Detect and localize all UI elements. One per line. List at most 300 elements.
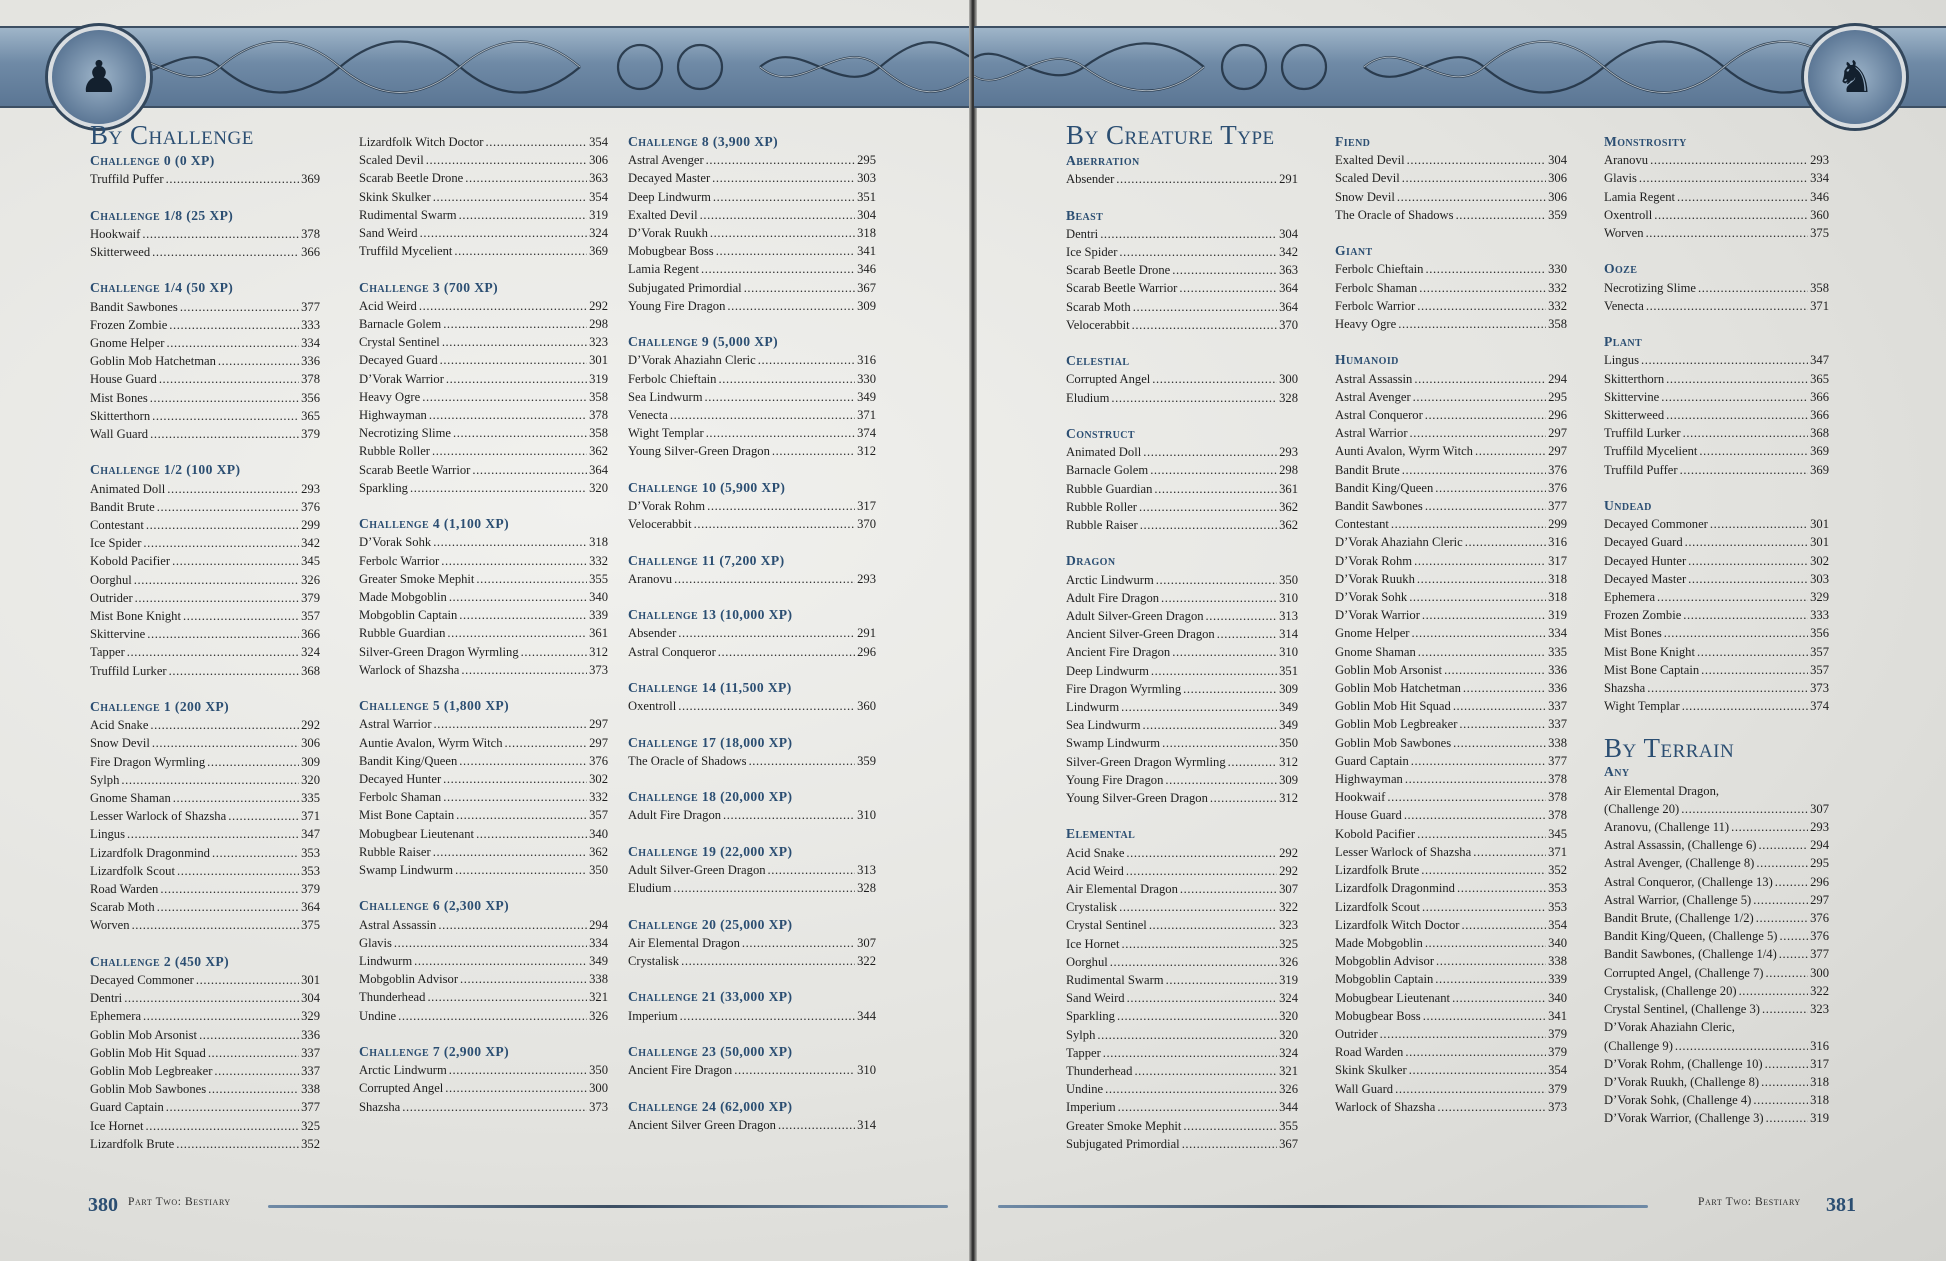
index-entry	[359, 151, 608, 169]
entry-name: Wall Guard	[90, 427, 149, 442]
entry-page-number: 338	[589, 972, 608, 987]
entry-page-number: 310	[1279, 645, 1298, 660]
entry-page-number: 378	[1548, 808, 1567, 823]
dot-leader	[1425, 934, 1546, 952]
entry-name: Adult Fire Dragon	[1066, 590, 1160, 605]
index-entry	[1066, 935, 1298, 953]
index-entry	[1604, 151, 1829, 169]
dot-leader	[445, 1079, 587, 1097]
category-heading: Challenge 20 (25,000 XP)	[628, 916, 793, 932]
entry-page-number: 325	[301, 1118, 320, 1133]
entry-page-number: 319	[589, 371, 608, 386]
entry-page-number: 326	[1279, 954, 1298, 969]
entry-name: Skitterthorn	[1604, 371, 1665, 386]
dot-leader	[1410, 424, 1547, 442]
entry-name: Corrupted Angel, (Challenge 7)	[1604, 965, 1764, 980]
entry-page-number: 309	[301, 754, 320, 769]
entry-name: Eludium	[1066, 390, 1110, 405]
dot-leader	[1133, 298, 1277, 316]
entry-name: Ferbolc Warrior	[1335, 298, 1416, 313]
index-entry	[1604, 836, 1829, 854]
dot-leader	[1421, 861, 1546, 879]
entry-name: Astral Assassin	[359, 917, 437, 932]
dot-leader	[1731, 818, 1808, 836]
entry-spacer	[359, 879, 608, 897]
category-heading: Challenge 6 (2,300 XP)	[359, 898, 510, 914]
entry-name: Skitterweed	[1604, 408, 1665, 423]
dot-leader	[678, 697, 855, 715]
index-entry	[1066, 1007, 1298, 1025]
dot-leader	[1436, 952, 1546, 970]
creature-type-column-1	[1066, 152, 1298, 1153]
entry-page-number: 358	[589, 389, 608, 404]
creature-type-column-3	[1604, 133, 1829, 1128]
right-medallion	[1804, 26, 1906, 128]
entry-page-number: 379	[1548, 1026, 1567, 1041]
entry-name: D’Vorak Warrior	[1335, 608, 1420, 623]
entry-page-number: 312	[589, 644, 608, 659]
dot-leader	[1127, 989, 1278, 1007]
entry-page-number: 332	[1548, 280, 1567, 295]
dot-leader	[1134, 1062, 1277, 1080]
dot-leader	[121, 771, 299, 789]
entry-name: Gnome Helper	[90, 336, 165, 350]
entry-page-number: 364	[301, 900, 320, 915]
entry-name: Contestant	[1335, 517, 1389, 532]
entry-page-number: 338	[1548, 954, 1567, 969]
entry-page-number: 361	[589, 626, 608, 641]
dot-leader	[1152, 370, 1277, 388]
entry-page-number: 292	[589, 298, 608, 313]
entry-name: Absender	[628, 626, 677, 641]
entry-page-number: 340	[1548, 990, 1567, 1005]
dot-leader	[1710, 515, 1808, 533]
dot-leader	[1437, 1098, 1546, 1116]
category-heading: Humanoid	[1335, 352, 1399, 368]
index-entry	[90, 225, 320, 243]
entry-name: Ancient Fire Dragon	[1066, 645, 1171, 660]
entry-page-number: 351	[1279, 663, 1298, 678]
entry-name: Venecta	[628, 408, 668, 423]
index-entry	[90, 989, 320, 1007]
category-heading: Challenge 2 (450 XP)	[90, 953, 230, 969]
dot-leader	[1166, 971, 1278, 989]
entry-spacer	[90, 680, 320, 698]
entry-page-number: 298	[589, 317, 608, 332]
dot-leader	[1666, 406, 1808, 424]
entry-page-number: 354	[1548, 1063, 1567, 1078]
entry-page-number: 371	[1810, 298, 1829, 313]
entry-page-number: 332	[1548, 298, 1567, 313]
entry-name: D’Vorak Sohk	[359, 535, 432, 550]
index-entry	[1335, 406, 1567, 424]
entry-page-number: 322	[1279, 900, 1298, 915]
entry-page-number: 320	[1279, 1027, 1298, 1042]
entry-page-number: 341	[857, 244, 876, 259]
entry-name: Auntie Avalon, Wyrm Witch	[359, 735, 503, 750]
index-entry	[1335, 1098, 1567, 1116]
entry-page-number: 375	[301, 918, 320, 933]
index-entry	[1066, 662, 1298, 680]
entry-page-number: 316	[1548, 535, 1567, 550]
entry-name: Rubble Roller	[1066, 499, 1138, 514]
index-entry	[1604, 188, 1829, 206]
entry-page-number: 307	[1279, 882, 1298, 897]
entry-name: (Challenge 20)	[1604, 801, 1680, 816]
entry-page-number: 373	[1548, 1099, 1567, 1114]
challenge-column-2	[359, 133, 608, 1116]
index-entry	[1604, 570, 1829, 588]
entry-page-number: 374	[857, 426, 876, 441]
entry-name: Barnacle Golem	[1066, 463, 1149, 478]
dot-leader	[1423, 1007, 1546, 1025]
dot-leader	[521, 643, 587, 661]
entry-page-number: 299	[301, 518, 320, 533]
category-heading: Challenge 18 (20,000 XP)	[628, 789, 793, 805]
index-entry	[1335, 934, 1567, 952]
entry-page-number: 301	[1810, 517, 1829, 532]
section-title-by-challenge: By Challenge	[90, 120, 254, 150]
entry-spacer	[90, 188, 320, 206]
index-entry	[359, 588, 608, 606]
entry-name: Rubble Guardian	[359, 626, 446, 641]
entry-name: Scaled Devil	[1335, 171, 1400, 186]
entry-page-number: 366	[301, 627, 320, 642]
dot-leader	[1398, 315, 1546, 333]
entry-page-number: 360	[857, 699, 876, 714]
index-entry	[628, 570, 876, 588]
entry-name: Exalted Devil	[1335, 153, 1405, 168]
entry-page-number: 360	[1810, 207, 1829, 222]
entry-page-number: 321	[589, 990, 608, 1005]
dot-leader	[214, 1062, 299, 1080]
entry-page-number: 339	[589, 608, 608, 623]
index-entry	[1066, 589, 1298, 607]
entry-name: Made Mobgoblin	[359, 590, 447, 605]
dot-leader	[446, 370, 587, 388]
dot-leader	[1397, 188, 1546, 206]
index-entry	[359, 861, 608, 879]
entry-name: Lizardfolk Brute	[1335, 863, 1420, 878]
index-entry	[90, 316, 320, 334]
index-entry	[1335, 898, 1567, 916]
entry-page-number: 379	[1548, 1081, 1567, 1096]
entry-page-number: 364	[589, 462, 608, 477]
dot-leader	[422, 388, 587, 406]
entry-page-number: 342	[1279, 245, 1298, 259]
index-entry	[1604, 818, 1829, 836]
dot-leader	[1683, 606, 1808, 624]
entry-name: Lindwurm	[1066, 700, 1120, 715]
entry-page-number: 368	[1810, 426, 1829, 441]
index-entry	[628, 515, 876, 533]
index-entry	[1604, 909, 1829, 927]
entry-name: Ferbolc Shaman	[1335, 280, 1418, 295]
entry-name: Oxentroll	[1604, 207, 1653, 222]
page-number: 380	[88, 1194, 118, 1216]
index-entry	[1066, 953, 1298, 971]
index-entry	[359, 988, 608, 1006]
entry-name: Rubble Raiser	[359, 844, 431, 859]
index-entry	[1066, 1117, 1298, 1135]
entry-name: Glavis	[1604, 171, 1637, 186]
entry-name: Bandit Brute	[90, 499, 155, 514]
dot-leader	[460, 970, 587, 988]
index-entry	[90, 1117, 320, 1135]
entry-page-number: 369	[589, 244, 608, 259]
index-entry	[90, 607, 320, 625]
dot-leader	[694, 515, 855, 533]
index-entry	[1335, 1025, 1567, 1043]
dot-leader	[1453, 734, 1546, 752]
entry-name: Aunti Avalon, Wyrm Witch	[1335, 444, 1473, 459]
entry-spacer	[1066, 534, 1298, 552]
entry-page-number: 365	[301, 408, 320, 423]
entry-page-number: 353	[301, 845, 320, 860]
index-entry	[90, 1044, 320, 1062]
entry-name: Venecta	[1604, 298, 1644, 313]
entry-page-number: 296	[857, 644, 876, 659]
index-entry	[628, 151, 876, 169]
entry-page-number: 351	[857, 189, 876, 204]
entry-page-number: 297	[1548, 444, 1567, 459]
index-entry	[1335, 515, 1567, 533]
entry-page-number: 346	[1810, 189, 1829, 204]
index-entry	[1066, 716, 1298, 734]
entry-spacer	[359, 260, 608, 278]
dot-leader	[443, 788, 587, 806]
dot-leader	[1657, 588, 1808, 606]
dot-leader	[419, 297, 587, 315]
dot-leader	[1435, 970, 1546, 988]
entry-page-number: 314	[857, 1117, 876, 1132]
index-entry	[1604, 406, 1829, 424]
dot-leader	[166, 1098, 299, 1116]
entry-page-number: 352	[301, 1136, 320, 1151]
entry-page-number: 295	[857, 153, 876, 168]
entry-page-number: 292	[1279, 863, 1298, 878]
index-entry	[90, 662, 320, 680]
entry-name: Tapper	[1066, 1045, 1101, 1060]
dot-leader	[1639, 169, 1808, 187]
entry-page-number: 291	[1279, 172, 1298, 187]
entry-page-number: 350	[1279, 736, 1298, 751]
dot-leader	[432, 442, 587, 460]
index-entry	[90, 716, 320, 734]
entry-name: Ice Spider	[1066, 245, 1118, 259]
entry-name: Skittervine	[1604, 389, 1660, 404]
entry-page-number: 334	[301, 336, 320, 350]
dot-leader	[143, 1007, 299, 1025]
index-entry	[1335, 606, 1567, 624]
index-entry	[1604, 533, 1829, 551]
entry-name: Astral Conqueror, (Challenge 13)	[1604, 874, 1773, 889]
dot-leader	[673, 879, 855, 897]
entry-page-number: 352	[1548, 863, 1567, 878]
entry-name: Adult Silver-Green Dragon	[628, 863, 766, 877]
entry-name: Sparkling	[1066, 1009, 1115, 1024]
index-entry	[1604, 1109, 1829, 1127]
index-entry	[90, 825, 320, 843]
category-heading: Construct	[1066, 426, 1135, 441]
index-entry	[359, 1061, 608, 1079]
index-entry	[1066, 370, 1298, 388]
dot-leader	[402, 1098, 587, 1116]
dot-leader	[1402, 169, 1546, 187]
entry-name: Astral Avenger	[628, 153, 704, 168]
index-entry	[1335, 770, 1567, 788]
entry-page-number: 307	[857, 935, 876, 950]
index-entry	[1066, 261, 1298, 279]
dot-leader	[1404, 806, 1546, 824]
dot-leader	[1143, 716, 1278, 734]
index-entry	[359, 970, 608, 988]
index-entry	[1604, 1073, 1829, 1091]
entry-name: Undine	[1066, 1082, 1104, 1097]
index-entry	[628, 1061, 876, 1079]
entry-page-number: 358	[589, 426, 608, 441]
dot-leader	[228, 807, 299, 825]
entry-spacer	[628, 461, 876, 479]
entry-page-number: 369	[301, 172, 320, 187]
index-entry	[628, 206, 876, 224]
index-entry	[1066, 170, 1298, 188]
index-entry	[1604, 854, 1829, 872]
dot-leader	[707, 497, 855, 515]
dot-leader	[440, 351, 587, 369]
dot-leader	[1759, 836, 1809, 854]
entry-name: Astral Assassin, (Challenge 6)	[1604, 838, 1757, 853]
category-heading: Challenge 1/2 (100 XP)	[90, 462, 241, 478]
entry-name: Outrider	[1335, 1026, 1378, 1041]
index-entry	[1335, 206, 1567, 224]
entry-spacer	[628, 1079, 876, 1097]
index-entry	[359, 461, 608, 479]
dot-leader	[742, 934, 855, 952]
entry-name: Velocerabbit	[1066, 317, 1130, 332]
dot-leader	[1150, 461, 1277, 479]
dot-leader	[1413, 388, 1546, 406]
entry-page-number: 310	[857, 1063, 876, 1078]
entry-name: Ephemera	[90, 1009, 142, 1024]
index-entry	[359, 442, 608, 460]
entry-page-number: 332	[589, 790, 608, 805]
entry-name: D’Vorak Rohm	[1335, 553, 1413, 568]
entry-page-number: 358	[1548, 317, 1567, 332]
dot-leader	[1762, 1000, 1808, 1018]
index-entry	[1335, 715, 1567, 733]
entry-page-number: 367	[1279, 1136, 1298, 1151]
entry-name: Rubble Raiser	[1066, 518, 1138, 533]
section-title-by-creature-type: By Creature Type	[1066, 120, 1275, 150]
dot-leader	[713, 188, 855, 206]
index-entry	[1066, 753, 1298, 771]
dot-leader	[1697, 643, 1808, 661]
right-page	[974, 0, 1946, 1261]
dot-leader	[1756, 909, 1808, 927]
dot-leader	[749, 752, 856, 770]
dot-leader	[718, 643, 855, 661]
dot-leader	[169, 662, 300, 680]
entry-name: Ice Hornet	[1066, 936, 1120, 951]
entry-page-number: 361	[1279, 481, 1298, 496]
entry-page-number: 333	[301, 317, 320, 332]
entry-page-number: 369	[1810, 462, 1829, 477]
index-entry	[1604, 927, 1829, 945]
entry-page-number: 341	[1548, 1008, 1567, 1023]
entry-page-number: 306	[1548, 189, 1567, 204]
entry-page-number: 364	[1279, 299, 1298, 314]
entry-page-number: 349	[1279, 700, 1298, 715]
index-entry	[1066, 789, 1298, 807]
entry-name: Mobugbear Lieutenant	[359, 826, 475, 841]
entry-name: D’Vorak Rohm	[628, 499, 706, 514]
dot-leader	[1119, 898, 1277, 916]
dot-leader	[124, 989, 299, 1007]
entry-page-number: 374	[1810, 699, 1829, 714]
index-entry	[1066, 607, 1298, 625]
index-entry	[1335, 643, 1567, 661]
entry-page-number: 342	[301, 536, 320, 551]
dot-leader	[710, 224, 855, 242]
entry-name: Goblin Mob Sawbones	[90, 1082, 207, 1097]
entry-name: Goblin Mob Sawbones	[1335, 735, 1452, 750]
entry-name: Necrotizing Slime	[1604, 280, 1696, 295]
entry-name: Mobgoblin Captain	[359, 608, 458, 623]
dot-leader	[472, 461, 587, 479]
dot-leader	[459, 752, 587, 770]
entry-name: Scarab Beetle Warrior	[1066, 281, 1178, 296]
index-entry	[1066, 1062, 1298, 1080]
entry-page-number: 349	[589, 954, 608, 969]
entry-page-number: 376	[1810, 929, 1829, 944]
dot-leader	[716, 242, 855, 260]
entry-name: Corrupted Angel	[1066, 372, 1151, 387]
dot-leader	[442, 333, 587, 351]
entry-page-number: 298	[1279, 463, 1298, 478]
entry-page-number: 378	[301, 372, 320, 387]
entry-page-number: 292	[1279, 845, 1298, 860]
index-entry	[90, 589, 320, 607]
entry-page-number: 293	[1810, 153, 1829, 168]
entry-page-number: 344	[857, 1008, 876, 1023]
footer-rule	[268, 1205, 948, 1208]
dot-leader	[157, 898, 299, 916]
entry-name: Gnome Shaman	[1335, 644, 1416, 659]
entry-name: Contestant	[90, 518, 144, 533]
entry-page-number: 337	[301, 1064, 320, 1079]
dot-leader	[1172, 261, 1277, 279]
dot-leader	[447, 624, 587, 642]
entry-name: Tapper	[90, 645, 125, 660]
entry-page-number: 334	[1548, 626, 1567, 641]
entry-name: Animated Doll	[90, 481, 166, 496]
index-entry	[359, 606, 608, 624]
index-entry	[1066, 844, 1298, 862]
category-heading: Challenge 23 (50,000 XP)	[628, 1043, 793, 1059]
category-heading: Giant	[1335, 243, 1373, 259]
entry-page-number: 301	[301, 973, 320, 988]
entry-name: Made Mobgoblin	[1335, 935, 1423, 950]
entry-name: Astral Avenger, (Challenge 8)	[1604, 856, 1755, 871]
index-entry	[1335, 806, 1567, 824]
index-entry	[1066, 862, 1298, 880]
entry-page-number: 299	[1548, 517, 1567, 532]
dot-leader	[208, 1080, 299, 1098]
entry-name: Astral Warrior	[359, 717, 432, 732]
dot-leader	[1179, 279, 1277, 297]
index-entry	[90, 552, 320, 570]
